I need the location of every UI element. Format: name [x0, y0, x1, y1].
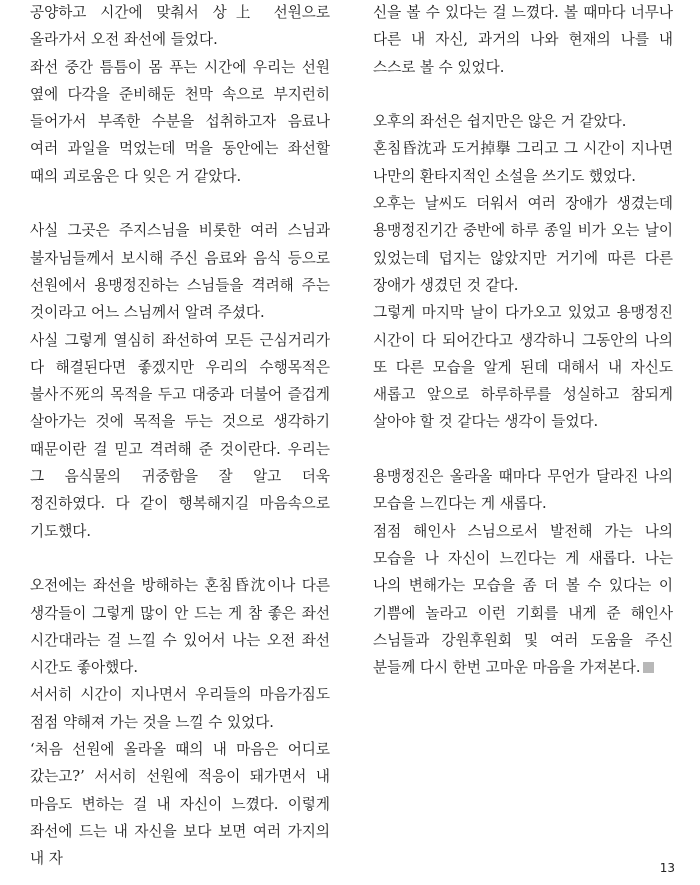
paragraph	[373, 518, 673, 682]
paragraph: 좌선 중간 틈틈이 몸 푸는 시간에 우리는 선원 옆에 다각을 준비해둔 천막 속으로 부지런히 들어가서 부족한 수분을 섭취하고자 음료나 여러 과일을 먹었는데 먹을 동안에는 좌선할 때의 괴로움은 다 잊은 거 같았다.	[30, 58, 330, 185]
end-mark-square-icon	[643, 662, 654, 673]
paragraph: 오후의 좌선은 쉽지만은 않은 거 같았다.	[373, 113, 627, 131]
paragraph: 신을 볼 수 있다는 걸 느꼈다. 볼 때마다 너무나 다른 내 자신, 과거의 나와 현재의 나를 내 스스로 볼 수 있었다.	[373, 4, 673, 76]
paragraph: 서서히 시간이 지나면서 우리들의 마음가짐도 점점 약해져 가는 것을 느낄 수 있었다.	[30, 686, 330, 731]
paragraph: 사실 그곳은 주지스님을 비롯한 여러 스님과 불자님들께서 보시해 주신 음료와 음식 등으로 선원에서 용맹정진하는 스님들을 격려해 주는 것이라고 어느 스님께서 알려 주셨다.	[30, 222, 330, 322]
paragraph: 용맹정진은 올라올 때마다 무언가 달라진 나의 모습을 느낀다는 게 새롭다.	[373, 468, 673, 513]
paragraph-text: 점점 해인사 스님으로서 발전해 가는 나의 모습을 나 자신이 느낀다는 게 새롭다. 나는 나의 변해가는 모습을 좀 더 볼 수 있다는 이 기쁨에 놀라고 이런 기회를 내게 준 해인사 스님들과 강원후원회 및 여러 도움을 주신 분들께 다시 한번 고마운 마음을 가져본다.	[373, 522, 673, 677]
right-column	[373, 0, 673, 681]
paragraph-gap	[373, 81, 673, 108]
left-column	[30, 0, 330, 873]
paragraph: 오전에는 좌선을 방해하는 혼침昏沈이나 다른 생각들이 그렇게 많이 안 드는 게 참 좋은 좌선 시간대라는 걸 느낄 수 있어서 나는 오전 좌선 시간도 좋아했다.	[30, 577, 330, 677]
paragraph-gap	[30, 545, 330, 572]
paragraph: 공양하고 시간에 맞춰서 상上 선원으로 올라가서 오전 좌선에 들었다.	[30, 4, 330, 49]
paragraph: 혼침昏沈과 도거掉擧 그리고 그 시간이 지나면 나만의 환타지적인 소설을 쓰기도 했었다.	[373, 140, 673, 185]
paragraph: 오후는 날씨도 더워서 여러 장애가 생겼는데 용맹정진기간 중반에 하루 종일 비가 오는 날이 있었는데 덥지는 않았지만 거기에 따른 다른 장애가 생겼던 것 같다.	[373, 195, 673, 294]
paragraph: ‘처음 선원에 올라올 때의 내 마음은 어디로 갔는고?’ 서서히 선원에 적응이 돼가면서 내 마음도 변하는 걸 내 자신이 느꼈다. 이렇게 좌선에 드는 내 자신을 보다 보면 여러 가지의 내 자	[30, 741, 330, 868]
page-number: 13	[659, 861, 675, 875]
paragraph: 그렇게 마지막 날이 다가오고 있었고 용맹정진 시간이 다 되어간다고 생각하니 그동안의 나의 또 다른 모습을 알게 된데 대해서 내 자신도 새롭고 앞으로 하루하루를 성실하고 참되게 살아야 할 것 같다는 생각이 들었다.	[373, 304, 673, 431]
paragraph: 사실 그렇게 열심히 좌선하여 모든 근심거리가 다 해결된다면 좋겠지만 우리의 수행목적은 불사不死의 목적을 두고 대중과 더불어 즐겁게 살아가는 것에 목적을 두는 것으로 생각하기 때문이란 걸 믿고 격려해 준 것이란다. 우리는 그 음식물의 귀중함을 잘 알고 더욱 정진하였다. 다 같이 행복해지길 마음속으로 기도했다.	[30, 331, 330, 540]
paragraph-gap	[30, 190, 330, 217]
paragraph-gap	[373, 436, 673, 463]
